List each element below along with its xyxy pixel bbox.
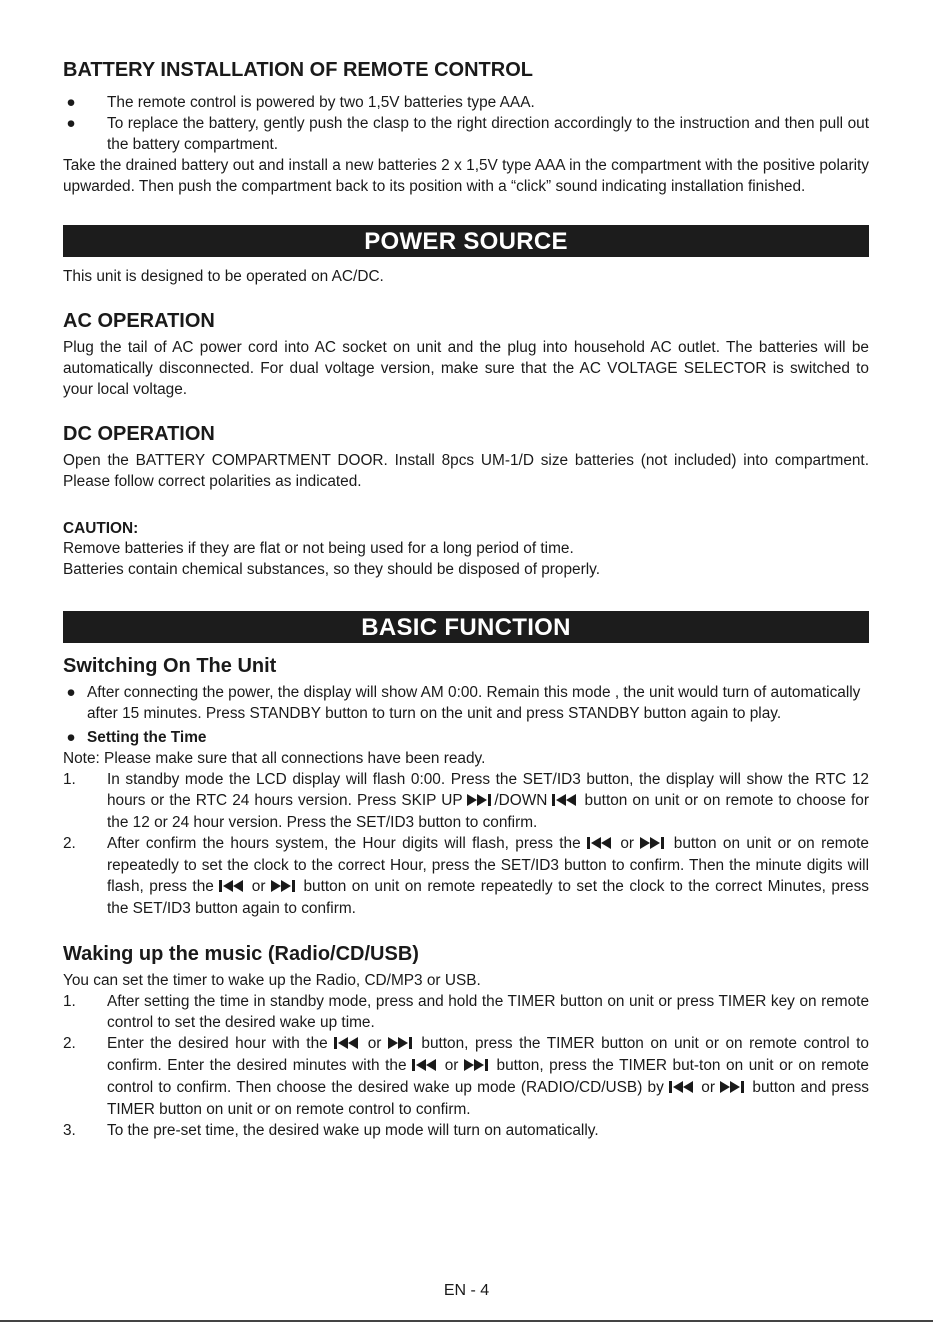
skip-forward-icon [720,1078,747,1099]
power-source-banner: POWER SOURCE [63,225,869,257]
setting-time-note: Note: Please make sure that all connections have been ready. [63,750,486,767]
waking-step: 2. Enter the desired hour with the or button, press the TIMER button on unit or on remote control to confirm. Enter the desired minutes with the or button, press the TIMER but-ton on unit or on remote control to confirm. Then choose the desired wake up mode (RADIO/CD/USB) by or button and press TIMER button on unit or on remote control to confirm. [63,1035,869,1118]
battery-bullet: ● To replace the battery, gently push the clasp to the right direction accordingly to the instruction and then pull out the battery compartment. [63,113,869,155]
skip-forward-icon [640,834,667,855]
battery-paragraph: Take the drained battery out and install a new batteries 2 x 1,5V type AAA in the compartment with the positive polarity upwarded. Then push the compartment back to its position with a “click” sound indicating installation finished. [63,157,869,195]
caution-line: Batteries contain chemical substances, so they should be disposed of properly. [63,561,600,578]
bullet-dot-icon: ● [66,684,76,701]
dc-operation-title: DC OPERATION [63,423,215,445]
ac-operation-title: AC OPERATION [63,310,215,332]
skip-back-icon [669,1078,696,1099]
waking-step: 3. To the pre-set time, the desired wake up mode will turn on automatically. [63,1122,599,1139]
setting-time-step: 2. After confirm the hours system, the Hour digits will flash, press the or button on unit or on remote repeatedly to set the clock to the correct Hour, press the SET/ID3 button to confirm. Then the minute digits will flash, press the or button on unit on remote repeatedly to set the clock to the correct Minutes, press the SET/ID3 button again to confirm. [63,835,869,917]
switching-on-title: Switching On The Unit [63,655,277,677]
skip-back-icon [412,1056,439,1077]
skip-back-icon [552,791,579,812]
waking-up-intro: You can set the timer to wake up the Radio, CD/MP3 or USB. [63,972,481,989]
skip-forward-icon [388,1034,415,1055]
bottom-divider [0,1320,933,1322]
ac-operation-text: Plug the tail of AC power cord into AC socket on unit and the plug into household AC outlet. The batteries will be automatically disconnected. For dual voltage version, make sure that the AC VOLTAGE SELECTOR is switched to your local voltage. [63,339,869,398]
waking-step: 1. After setting the time in standby mode, press and hold the TIMER button on unit or press TIMER key on remote control to set the desired wake up time. [63,993,869,1031]
setting-time-title: ● Setting the Time [63,727,869,748]
basic-function-banner: BASIC FUNCTION [63,611,869,643]
setting-time-step: 1. In standby mode the LCD display will flash 0:00. Press the SET/ID3 button, the display will show the RTC 12 hours or the RTC 24 hours version. Press SKIP UP /DOWN button on unit or on remote to choose for the 12 or 24 hour version. Press the SET/ID3 button to confirm. [63,771,869,831]
caution-line: Remove batteries if they are flat or not being used for a long period of time. [63,540,574,557]
skip-forward-icon [467,791,494,812]
waking-up-title: Waking up the music (Radio/CD/USB) [63,943,419,965]
skip-back-icon [334,1034,361,1055]
skip-forward-icon [464,1056,491,1077]
manual-page [63,58,869,1141]
bullet-dot-icon: ● [66,94,76,111]
skip-back-icon [587,834,614,855]
power-source-intro: This unit is designed to be operated on AC/DC. [63,268,384,285]
bullet-dot-icon: ● [66,115,76,132]
page-number: EN - 4 [443,1282,490,1299]
switching-bullet: ● After connecting the power, the display will show AM 0:00. Remain this mode , the unit would turn of automatically after 15 minutes. Press STANDBY button to turn on the unit and press STANDBY button again to play. [63,682,869,724]
skip-forward-icon [271,877,298,898]
battery-section-title: BATTERY INSTALLATION OF REMOTE CONTROL [63,59,533,81]
caution-title: CAUTION: [63,520,139,537]
battery-bullet: ● The remote control is powered by two 1,5V batteries type AAA. [63,92,869,113]
dc-operation-text: Open the BATTERY COMPARTMENT DOOR. Install 8pcs UM-1/D size batteries (not included) into compartment. Please follow correct polarities as indicated. [63,452,869,490]
skip-back-icon [219,877,246,898]
bullet-dot-icon: ● [66,729,76,746]
